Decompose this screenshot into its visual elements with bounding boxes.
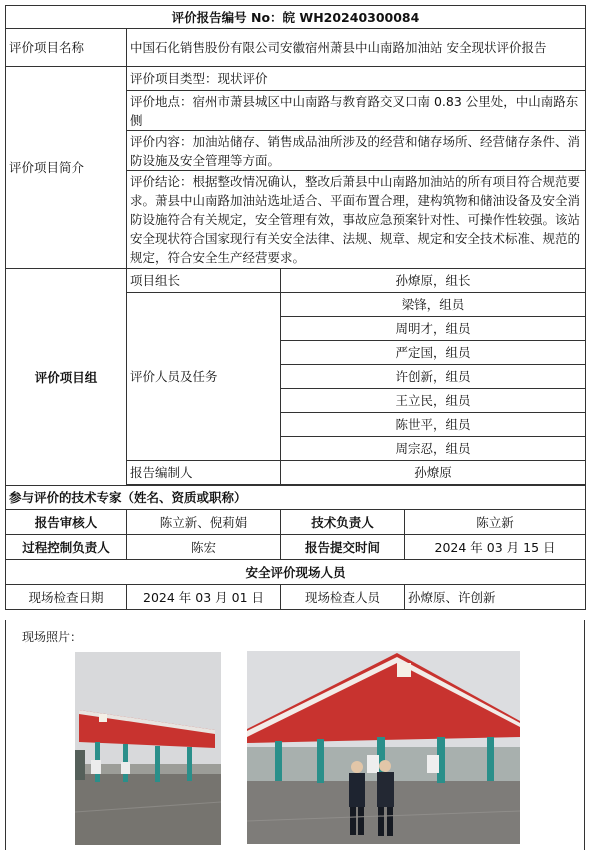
member-item: 梁锋，组员 [281,293,586,317]
project-location: 评价地点：宿州市萧县城区中山南路与教育路交叉口南 0.83 公里处，中山南路东侧 [127,91,586,131]
compiler-value: 孙燎原 [281,461,586,485]
experts-label: 参与评价的技术专家（姓名、资质或职称） [6,486,586,510]
photos-caption: 现场照片： [22,630,83,644]
process-label: 过程控制负责人 [6,535,127,560]
team-label: 评价项目组 [6,269,127,486]
station-photo-2 [247,651,520,844]
leader-value: 孙燎原，组长 [281,269,586,293]
project-conclusion: 评价结论：根据整改情况确认，整改后萧县中山南路加油站的所有项目符合规范要求。萧县中山南路加油站选址适合、平面布置合理，建构筑物和储油设备及安全消防设施符合有关规定，安全管理有效，事故应急预案针对性、可操作性较强。该站安全现状符合国家现行有关安全法律、法规、规章、规定和安全技术标准、规范的规定，符合安全生产经营要求。 [127,171,586,269]
onsite-people-value: 孙燎原、许创新 [405,585,586,610]
project-name-value: 中国石化销售股份有限公司安徽宿州萧县中山南路加油站 安全现状评价报告 [127,29,586,67]
station-photo-1 [75,652,221,845]
leader-label: 项目组长 [127,269,281,293]
project-type: 评价项目类型：现状评价 [127,67,586,91]
photos-section [5,620,585,850]
tech-value: 陈立新 [405,510,586,535]
compiler-label: 报告编制人 [127,461,281,485]
report-table [5,5,586,610]
onsite-title: 安全评价现场人员 [6,560,586,585]
member-item: 周明才，组员 [281,317,586,341]
member-item: 王立民，组员 [281,389,586,413]
member-item: 周宗忍，组员 [281,437,586,461]
onsite-date-value: 2024 年 03 月 01 日 [127,585,281,610]
project-name-label: 评价项目名称 [6,29,127,67]
station-photo-1-image [75,652,221,845]
submit-label: 报告提交时间 [281,535,405,560]
reviewer-label: 报告审核人 [6,510,127,535]
submit-value: 2024 年 03 月 15 日 [405,535,586,560]
member-item: 许创新，组员 [281,365,586,389]
reviewer-value: 陈立新、倪莉娟 [127,510,281,535]
project-content: 评价内容：加油站储存、销售成品油所涉及的经营和储存场所、经营储存条件、消防设施及安全管理等方面。 [127,131,586,171]
onsite-people-label: 现场检查人员 [281,585,405,610]
member-item: 严定国，组员 [281,341,586,365]
tech-label: 技术负责人 [281,510,405,535]
station-photo-2-image [247,651,520,844]
project-intro-label: 评价项目简介 [6,67,127,269]
member-item: 陈世平，组员 [281,413,586,437]
onsite-date-label: 现场检查日期 [6,585,127,610]
members-label: 评价人员及任务 [127,293,281,461]
process-value: 陈宏 [127,535,281,560]
report-number-title: 评价报告编号 No：皖 WH20240300084 [6,6,586,29]
